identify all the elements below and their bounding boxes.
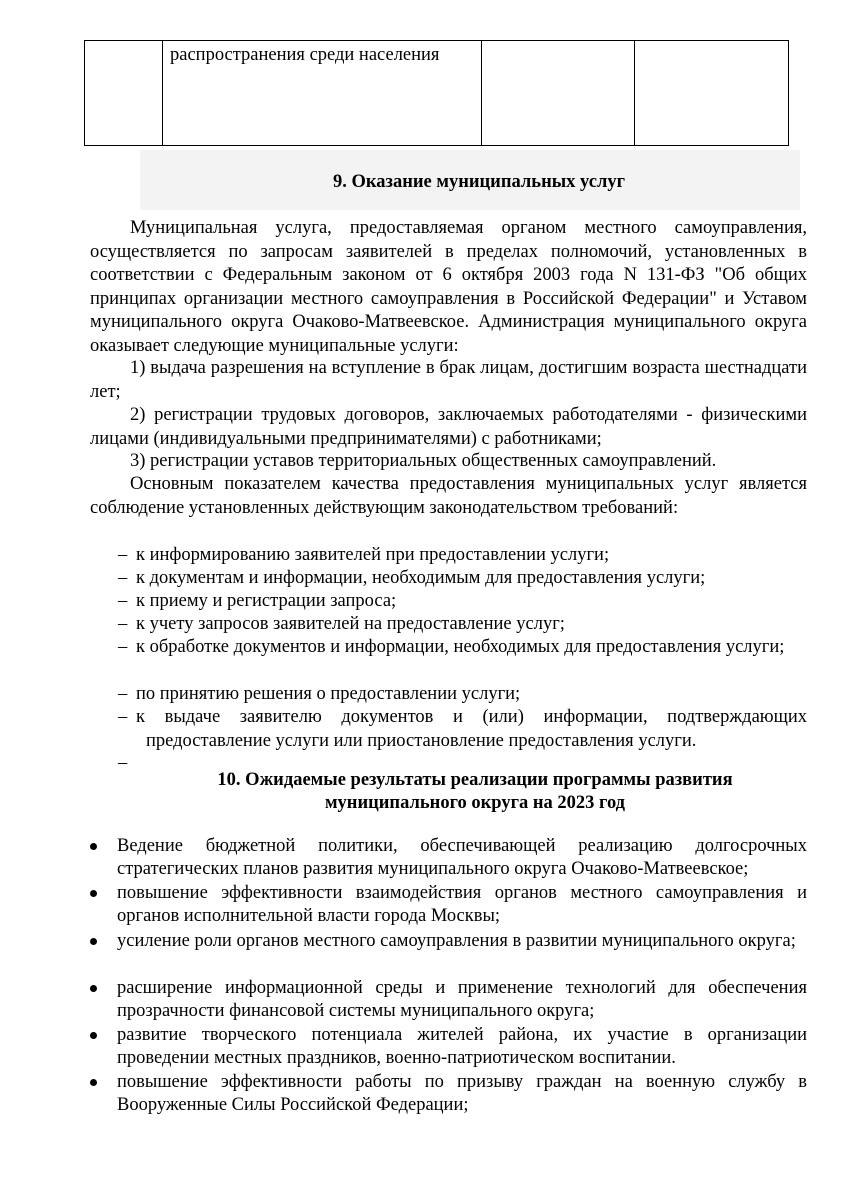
table-row — [85, 41, 789, 146]
table-cell-text: распространения среди населения — [163, 41, 482, 146]
result-item: расширение информационной среды и применение технологий для обеспечения прозрачности финансовой системы муниципального округа; — [117, 977, 807, 1023]
requirement-item: – к учету запросов заявителей на предоставление услуг; — [124, 613, 807, 637]
service-item-3: 3) регистрации уставов территориальных общественных самоуправлений. — [130, 451, 717, 471]
bullet-icon — [90, 1079, 97, 1086]
section-10-title-line1: 10. Ожидаемые результаты реализации программы развития — [217, 770, 733, 790]
table-cell-number — [85, 41, 163, 146]
requirement-item: – к приему и регистрации запроса; — [124, 590, 807, 614]
bullet-icon — [90, 1032, 97, 1039]
result-item: повышение эффективности взаимодействия органов местного самоуправления и органов исполнительной власти города Москвы; — [117, 882, 807, 928]
result-item: усиление роли органов местного самоуправления в развитии муниципального округа; — [117, 930, 807, 953]
section-10-title-line2: муниципального округа на 2023 год — [324, 793, 626, 813]
bullet-icon — [90, 938, 97, 945]
requirement-item: – к документам и информации, необходимым для предоставления услуги; — [124, 567, 807, 591]
quality-paragraph: Основным показателем качества предоставления муниципальных услуг является соблюдение установленных действующим законодательством требований: — [90, 474, 807, 518]
section-9-intro: Муниципальная услуга, предоставляемая органом местного самоуправления, осуществляется по запросам заявителей в пределах полномочий, установленных в соответствии с Федеральным законом от 6 октября 2003 года N 131-ФЗ "Об общих принципах организации местного самоуправления в Российской Федерации" и Уставом муниципального округа Очаково-Матвеевское. Администрация муниципального округа оказывает следующие муниципальные услуги: — [90, 218, 807, 356]
table-cell-empty — [635, 41, 789, 146]
bullet-icon — [90, 843, 97, 850]
requirement-item: – к обработке документов и информации, необходимых для предоставления услуги; — [124, 636, 807, 660]
bullet-icon — [90, 890, 97, 897]
section-10-title — [130, 769, 820, 815]
table-fragment — [84, 40, 789, 146]
service-item-1: 1) выдача разрешения на вступление в брак лицам, достигшим возраста шестнадцати лет; — [90, 358, 807, 402]
result-item: повышение эффективности работы по призыву граждан на военную службу в Вооруженные Силы Российской Федерации; — [117, 1071, 807, 1117]
service-item-2: 2) регистрации трудовых договоров, заключаемых работодателями - физическими лицами (индивидуальными предпринимателями) с работниками; — [90, 405, 807, 449]
requirement-item: – по принятию решения о предоставлении услуги; — [124, 683, 807, 707]
table-cell-empty — [482, 41, 635, 146]
result-item: Ведение бюджетной политики, обеспечивающей реализацию долгосрочных стратегических планов развития муниципального округа Очаково-Матвеевское; — [117, 835, 807, 881]
section-9-title: 9. Оказание муниципальных услуг — [333, 172, 625, 192]
result-item: развитие творческого потенциала жителей района, их участие в организации проведении местных праздников, военно-патриотическом воспитании. — [117, 1024, 807, 1070]
bullet-icon — [90, 985, 97, 992]
requirement-item: – к информированию заявителей при предоставлении услуги; — [124, 544, 807, 568]
requirement-item: – к выдаче заявителю документов и (или) информации, подтверждающих предоставление услуги или приостановление предоставления услуги. — [124, 706, 807, 753]
